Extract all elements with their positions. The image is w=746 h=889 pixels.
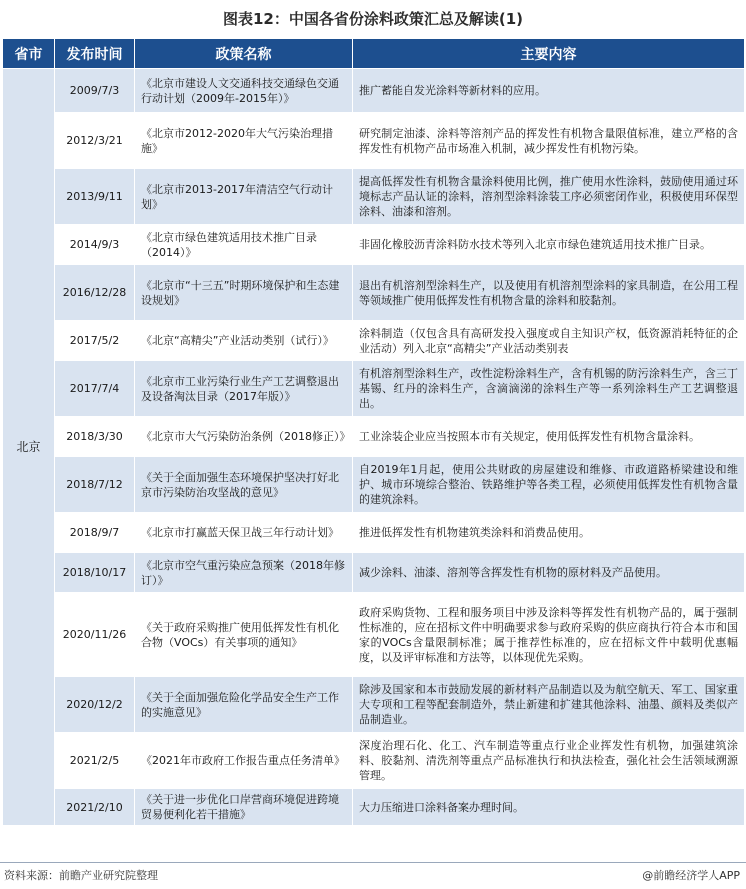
policy-name-cell: 《北京市空气重污染应急预案（2018年修订）》 [135,553,353,593]
release-date-cell: 2009/7/3 [55,69,135,113]
header-date: 发布时间 [55,39,135,69]
header-province: 省市 [3,39,55,69]
release-date-cell: 2017/7/4 [55,361,135,417]
policy-content-cell: 涂料制造（仅包含具有高研发投入强度或自主知识产权，低资源消耗特征的企业活动）列入北京“高精尖”产业活动类别表 [353,321,745,361]
release-date-cell: 2014/9/3 [55,225,135,265]
release-date-cell: 2020/11/26 [55,593,135,677]
policy-content-cell: 工业涂装企业应当按照本市有关规定，使用低挥发性有机物含量涂料。 [353,417,745,457]
table-row [3,733,745,789]
policy-name-cell: 《北京市打赢蓝天保卫战三年行动计划》 [135,513,353,553]
header-content: 主要内容 [353,39,745,69]
policy-content-cell: 深度治理石化、化工、汽车制造等重点行业企业挥发性有机物，加强建筑涂料、胶黏剂、清洗剂等重点产品标准执行和执法检查，强化社会生活领域溯源管理。 [353,733,745,789]
policy-content-cell: 大力压缩进口涂料备案办理时间。 [353,789,745,826]
release-date-cell: 2018/10/17 [55,553,135,593]
policy-name-cell: 《北京“高精尖”产业活动类别（试行）》 [135,321,353,361]
policy-name-cell: 《北京市工业污染行业生产工艺调整退出及设备淘汰目录（2017年版）》 [135,361,353,417]
table-row [3,789,745,826]
policy-name-cell: 《关于全面加强危险化学品安全生产工作的实施意见》 [135,677,353,733]
policy-name-cell: 《北京市2013-2017年清洁空气行动计划》 [135,169,353,225]
policy-content-cell: 退出有机溶剂型涂料生产，以及使用有机溶剂型涂料的家具制造，在公用工程等领域推广使用低挥发性有机物含量的涂料和胶黏剂。 [353,265,745,321]
brand-credit: @前瞻经济学人APP [642,869,740,882]
policy-table [2,38,745,826]
table-row [3,593,745,677]
table-row [3,225,745,265]
table-body [3,69,745,826]
table-row [3,457,745,513]
release-date-cell: 2021/2/10 [55,789,135,826]
table-row [3,361,745,417]
table-row [3,677,745,733]
policy-content-cell: 研究制定油漆、涂料等溶剂产品的挥发性有机物含量限值标准，建立严格的含挥发性有机物产品市场准入机制，减少挥发性有机物污染。 [353,113,745,169]
policy-content-cell: 政府采购货物、工程和服务项目中涉及涂料等挥发性有机物产品的，属于强制性标准的，应在招标文件中明确要求参与政府采购的供应商执行符合本市和国家的VOCs含量限制标准；属于推荐性标准的，应在招标文件中载明优惠幅度，以及评审标准和方法等，以体现优先采购。 [353,593,745,677]
release-date-cell: 2013/9/11 [55,169,135,225]
policy-name-cell: 《北京市2012-2020年大气污染治理措施》 [135,113,353,169]
policy-name-cell: 《北京市建设人文交通科技交通绿色交通行动计划（2009年-2015年）》 [135,69,353,113]
table-row [3,265,745,321]
release-date-cell: 2018/7/12 [55,457,135,513]
policy-name-cell: 《2021年市政府工作报告重点任务清单》 [135,733,353,789]
table-row [3,513,745,553]
release-date-cell: 2020/12/2 [55,677,135,733]
release-date-cell: 2012/3/21 [55,113,135,169]
table-row [3,113,745,169]
policy-content-cell: 减少涂料、油漆、溶剂等含挥发性有机物的原材料及产品使用。 [353,553,745,593]
policy-name-cell: 《北京市“十三五”时期环境保护和生态建设规划》 [135,265,353,321]
footer [0,865,746,883]
policy-content-cell: 非固化橡胶沥青涂料防水技术等列入北京市绿色建筑适用技术推广目录。 [353,225,745,265]
policy-name-cell: 《北京市绿色建筑适用技术推广目录（2014）》 [135,225,353,265]
table-row [3,321,745,361]
table-row [3,169,745,225]
policy-name-cell: 《关于进一步优化口岸营商环境促进跨境贸易便利化若干措施》 [135,789,353,826]
footer-divider [0,862,746,863]
table-row [3,417,745,457]
release-date-cell: 2016/12/28 [55,265,135,321]
release-date-cell: 2018/9/7 [55,513,135,553]
table-header-row [3,39,745,69]
policy-content-cell: 自2019年1月起，使用公共财政的房屋建设和维修、市政道路桥梁建设和维护、城市环境综合整治、铁路维护等各类工程，必须使用低挥发性有机物含量的建筑涂料。 [353,457,745,513]
policy-content-cell: 推广蓄能自发光涂料等新材料的应用。 [353,69,745,113]
table-row [3,553,745,593]
source-note: 资料来源：前瞻产业研究院整理 [4,869,158,882]
province-cell: 北京 [3,69,55,826]
policy-content-cell: 推进低挥发性有机物建筑类涂料和消费品使用。 [353,513,745,553]
table-row [3,69,745,113]
header-policy-name: 政策名称 [135,39,353,69]
policy-content-cell: 有机溶剂型涂料生产，改性淀粉涂料生产，含有机锡的防污涂料生产，含三丁基锡、红丹的涂料生产，含滴滴涕的涂料生产等一系列涂料生产工艺调整退出。 [353,361,745,417]
release-date-cell: 2017/5/2 [55,321,135,361]
release-date-cell: 2021/2/5 [55,733,135,789]
policy-content-cell: 提高低挥发性有机物含量涂料使用比例，推广使用水性涂料，鼓励使用通过环境标志产品认证的涂料，溶剂型涂料涂装工序必须密闭作业，积极使用环保型涂料、油漆和溶剂。 [353,169,745,225]
policy-name-cell: 《关于政府采购推广使用低挥发性有机化合物（VOCs）有关事项的通知》 [135,593,353,677]
release-date-cell: 2018/3/30 [55,417,135,457]
figure-title: 图表12：中国各省份涂料政策汇总及解读(1) [222,10,524,28]
policy-content-cell: 除涉及国家和本市鼓励发展的新材料产品制造以及为航空航天、军工、国家重大专项和工程等配套制造外，禁止新建和扩建其他涂料、油墨、颜料及类似产品制造业。 [353,677,745,733]
policy-name-cell: 《北京市大气污染防治条例（2018修正）》 [135,417,353,457]
policy-name-cell: 《关于全面加强生态环境保护坚决打好北京市污染防治攻坚战的意见》 [135,457,353,513]
